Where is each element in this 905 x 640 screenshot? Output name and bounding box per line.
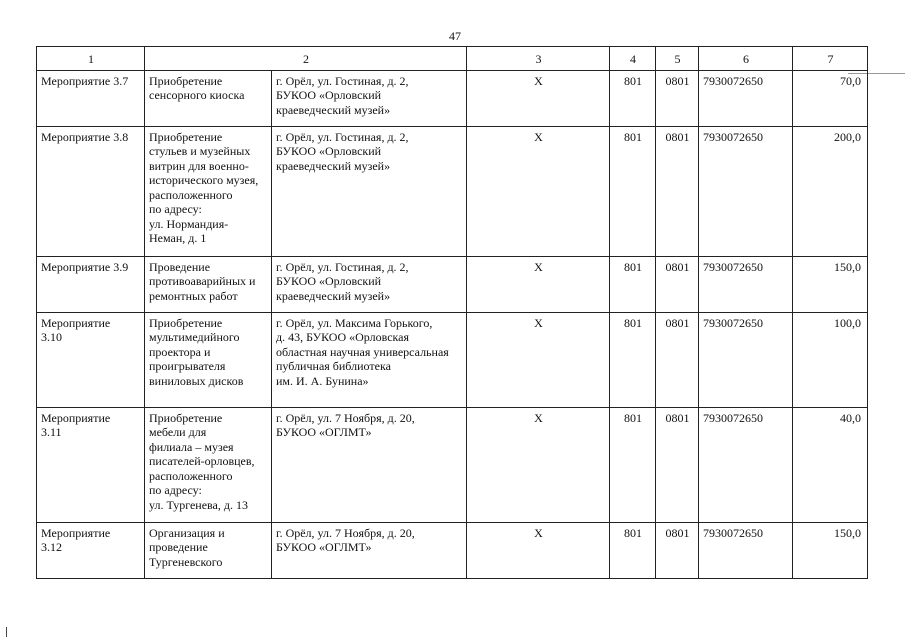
col6-cell: 7930072650 bbox=[699, 70, 793, 126]
header-col-5: 5 bbox=[656, 47, 699, 71]
col6-cell: 7930072650 bbox=[699, 256, 793, 312]
scan-artifact-mark bbox=[6, 627, 7, 637]
col3-cell: X bbox=[467, 312, 610, 407]
col7-cell: 200,0 bbox=[793, 126, 868, 256]
table-row bbox=[37, 407, 868, 522]
col5-cell: 0801 bbox=[656, 70, 699, 126]
header-col-4: 4 bbox=[610, 47, 656, 71]
col3-cell: X bbox=[467, 256, 610, 312]
table-row bbox=[37, 126, 868, 256]
table-row bbox=[37, 312, 868, 407]
header-col-2: 2 bbox=[145, 47, 467, 71]
col7-cell: 150,0 bbox=[793, 522, 868, 578]
event-cell: Мероприятие 3.9 bbox=[37, 256, 145, 312]
header-col-1: 1 bbox=[37, 47, 145, 71]
header-col-3: 3 bbox=[467, 47, 610, 71]
events-table bbox=[36, 46, 868, 579]
col3-cell: X bbox=[467, 407, 610, 522]
table-row bbox=[37, 522, 868, 578]
col7-cell: 70,0 bbox=[793, 70, 868, 126]
col4-cell: 801 bbox=[610, 312, 656, 407]
event-name-cell: Организация и проведение Тургеневского bbox=[145, 522, 272, 578]
col5-cell: 0801 bbox=[656, 522, 699, 578]
event-cell: Мероприятие 3.7 bbox=[37, 70, 145, 126]
col4-cell: 801 bbox=[610, 522, 656, 578]
col6-cell: 7930072650 bbox=[699, 407, 793, 522]
address-cell: г. Орёл, ул. Гостиная, д. 2, БУКОО «Орловский краеведческий музей» bbox=[272, 256, 467, 312]
address-cell: г. Орёл, ул. 7 Ноября, д. 20, БУКОО «ОГЛМТ» bbox=[272, 407, 467, 522]
header-col-7: 7 bbox=[793, 47, 868, 71]
col3-cell: X bbox=[467, 522, 610, 578]
col4-cell: 801 bbox=[610, 70, 656, 126]
col6-cell: 7930072650 bbox=[699, 126, 793, 256]
col7-cell: 150,0 bbox=[793, 256, 868, 312]
event-cell: Мероприятие 3.8 bbox=[37, 126, 145, 256]
address-cell: г. Орёл, ул. Гостиная, д. 2, БУКОО «Орловский краеведческий музей» bbox=[272, 70, 467, 126]
event-name-cell: Приобретение мультимедийного проектора и проигрывателя виниловых дисков bbox=[145, 312, 272, 407]
col6-cell: 7930072650 bbox=[699, 522, 793, 578]
table-row bbox=[37, 256, 868, 312]
col3-cell: X bbox=[467, 70, 610, 126]
event-cell: Мероприятие 3.12 bbox=[37, 522, 145, 578]
table-header-row bbox=[37, 47, 868, 71]
col5-cell: 0801 bbox=[656, 256, 699, 312]
col6-cell: 7930072650 bbox=[699, 312, 793, 407]
address-cell: г. Орёл, ул. 7 Ноября, д. 20, БУКОО «ОГЛМТ» bbox=[272, 522, 467, 578]
col4-cell: 801 bbox=[610, 126, 656, 256]
address-cell: г. Орёл, ул. Гостиная, д. 2, БУКОО «Орловский краеведческий музей» bbox=[272, 126, 467, 256]
event-name-cell: Проведение противоаварийных и ремонтных работ bbox=[145, 256, 272, 312]
col5-cell: 0801 bbox=[656, 126, 699, 256]
col4-cell: 801 bbox=[610, 256, 656, 312]
address-cell: г. Орёл, ул. Максима Горького, д. 43, БУКОО «Орловская областная научная универсальная публичная библиотека им. И. А. Бунина» bbox=[272, 312, 467, 407]
col3-cell: X bbox=[467, 126, 610, 256]
event-cell: Мероприятие 3.11 bbox=[37, 407, 145, 522]
table-row bbox=[37, 70, 868, 126]
col5-cell: 0801 bbox=[656, 407, 699, 522]
event-cell: Мероприятие 3.10 bbox=[37, 312, 145, 407]
page-number: 47 bbox=[449, 29, 461, 43]
col5-cell: 0801 bbox=[656, 312, 699, 407]
col7-cell: 100,0 bbox=[793, 312, 868, 407]
event-name-cell: Приобретение мебели для филиала – музея писателей-орловцев, расположенного по адресу: ул. Тургенева, д. 13 bbox=[145, 407, 272, 522]
event-name-cell: Приобретение сенсорного киоска bbox=[145, 70, 272, 126]
header-col-6: 6 bbox=[699, 47, 793, 71]
col7-cell: 40,0 bbox=[793, 407, 868, 522]
event-name-cell: Приобретение стульев и музейных витрин для военно- исторического музея, расположенного по адресу: ул. Нормандия- Неман, д. 1 bbox=[145, 126, 272, 256]
col4-cell: 801 bbox=[610, 407, 656, 522]
